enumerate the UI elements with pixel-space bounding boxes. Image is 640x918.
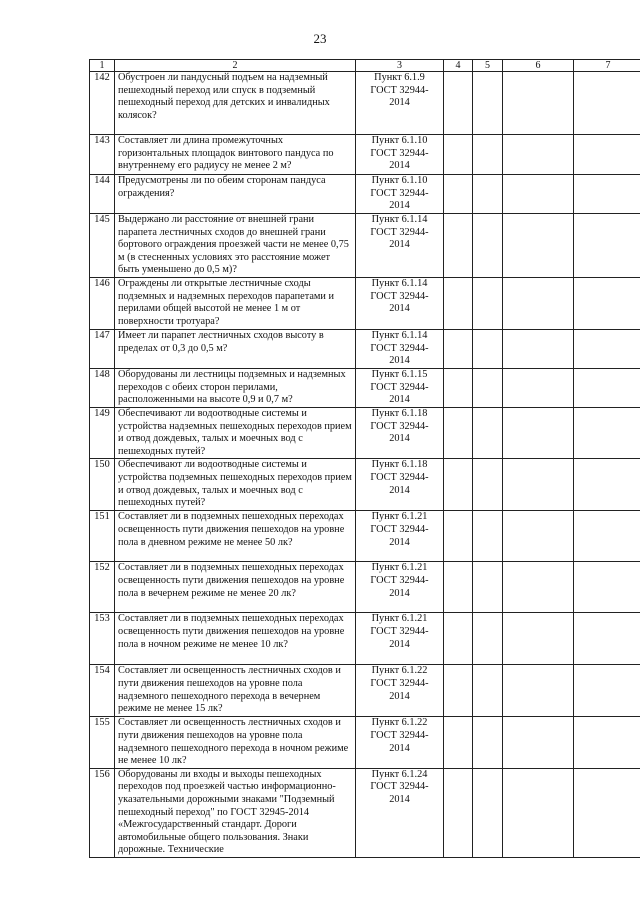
table-row bbox=[90, 613, 640, 665]
reference-line: ГОСТ 32944- bbox=[370, 625, 429, 637]
reference-line: ГОСТ 32944- bbox=[370, 729, 429, 741]
row-number: 152 bbox=[90, 562, 115, 613]
row-number: 148 bbox=[90, 368, 115, 407]
requirement-reference bbox=[356, 407, 444, 458]
reference-line: Пункт 6.1.18 bbox=[371, 407, 428, 419]
reference-line: ГОСТ 32944- bbox=[370, 471, 429, 483]
answer-cell-col-4 bbox=[444, 214, 473, 278]
reference-line: ГОСТ 32944- bbox=[370, 677, 429, 689]
reference-line: Пункт 6.1.22 bbox=[371, 665, 428, 677]
question-text: Составляет ли в подземных пешеходных переходах освещенность пути движения пешеходов на уровне пола в дневном режиме не менее 50 лк? bbox=[115, 511, 356, 562]
answer-cell-col-5 bbox=[473, 329, 503, 368]
question-text: Оборудованы ли лестницы подземных и надземных переходов с обеих сторон перилами, расположенными на высоте 0,9 и 0,7 м? bbox=[115, 368, 356, 407]
answer-cell-col-4 bbox=[444, 72, 473, 135]
question-text: Оборудованы ли входы и выходы пешеходных переходов под проезжей частью информационно-указательными дорожными знаками "Подземный пешеходный переход" по ГОСТ 32945-2014 «Межгосударственный стандарт. Дороги автомобильные общего пользования. Знаки дорожные. Технические bbox=[115, 768, 356, 857]
answer-cell-col-6 bbox=[503, 511, 574, 562]
table-row bbox=[90, 717, 640, 768]
row-number: 149 bbox=[90, 407, 115, 458]
reference-line: Пункт 6.1.21 bbox=[371, 613, 428, 625]
row-number: 154 bbox=[90, 665, 115, 717]
table-row bbox=[90, 407, 640, 458]
answer-cell-col-4 bbox=[444, 511, 473, 562]
reference-line: 2014 bbox=[389, 793, 410, 805]
answer-cell-col-4 bbox=[444, 329, 473, 368]
reference-line: 2014 bbox=[389, 200, 410, 212]
reference-line: ГОСТ 32944- bbox=[370, 342, 429, 354]
column-header-5: 5 bbox=[473, 60, 503, 72]
reference-line: ГОСТ 32944- bbox=[370, 84, 429, 96]
answer-cell-col-7 bbox=[574, 768, 640, 857]
table-row bbox=[90, 214, 640, 278]
table-row bbox=[90, 175, 640, 214]
answer-cell-col-5 bbox=[473, 175, 503, 214]
row-number: 145 bbox=[90, 214, 115, 278]
reference-line: ГОСТ 32944- bbox=[370, 781, 429, 793]
table-row bbox=[90, 665, 640, 717]
row-number: 151 bbox=[90, 511, 115, 562]
question-text: Обустроен ли пандусный подъем на надземный пешеходный переход или спуск в подземный пешеходный переход для детских и инвалидных колясок? bbox=[115, 72, 356, 135]
answer-cell-col-5 bbox=[473, 665, 503, 717]
table-row bbox=[90, 768, 640, 857]
question-text: Составляет ли длина промежуточных горизонтальных площадок винтового пандуса по внутреннему его радиусу не менее 2 м? bbox=[115, 135, 356, 175]
answer-cell-col-7 bbox=[574, 613, 640, 665]
answer-cell-col-5 bbox=[473, 768, 503, 857]
requirement-reference bbox=[356, 613, 444, 665]
answer-cell-col-6 bbox=[503, 562, 574, 613]
column-header-3: 3 bbox=[356, 60, 444, 72]
answer-cell-col-4 bbox=[444, 277, 473, 329]
answer-cell-col-6 bbox=[503, 717, 574, 768]
reference-line: ГОСТ 32944- bbox=[370, 187, 429, 199]
row-number: 146 bbox=[90, 277, 115, 329]
table-row bbox=[90, 511, 640, 562]
answer-cell-col-4 bbox=[444, 368, 473, 407]
answer-cell-col-4 bbox=[444, 135, 473, 175]
requirement-reference bbox=[356, 768, 444, 857]
header-row bbox=[90, 60, 640, 72]
checklist-table bbox=[89, 59, 640, 858]
requirement-reference bbox=[356, 717, 444, 768]
reference-line: 2014 bbox=[389, 97, 410, 109]
answer-cell-col-4 bbox=[444, 407, 473, 458]
answer-cell-col-5 bbox=[473, 277, 503, 329]
reference-line: 2014 bbox=[389, 690, 410, 702]
reference-line: Пункт 6.1.21 bbox=[371, 562, 428, 574]
reference-line: 2014 bbox=[389, 484, 410, 496]
table-row bbox=[90, 277, 640, 329]
column-header-2: 2 bbox=[115, 60, 356, 72]
answer-cell-col-4 bbox=[444, 175, 473, 214]
requirement-reference bbox=[356, 135, 444, 175]
reference-line: ГОСТ 32944- bbox=[370, 290, 429, 302]
answer-cell-col-5 bbox=[473, 717, 503, 768]
table-row bbox=[90, 329, 640, 368]
table-row bbox=[90, 459, 640, 511]
reference-line: Пункт 6.1.21 bbox=[371, 511, 428, 523]
row-number: 144 bbox=[90, 175, 115, 214]
answer-cell-col-6 bbox=[503, 175, 574, 214]
row-number: 155 bbox=[90, 717, 115, 768]
row-number: 142 bbox=[90, 72, 115, 135]
question-text: Ограждены ли открытые лестничные сходы подземных и надземных переходов парапетами и перилами общей высотой не менее 1 м от поверхности тротуара? bbox=[115, 277, 356, 329]
answer-cell-col-5 bbox=[473, 368, 503, 407]
answer-cell-col-4 bbox=[444, 768, 473, 857]
reference-line: ГОСТ 32944- bbox=[370, 226, 429, 238]
question-text: Имеет ли парапет лестничных сходов высоту в пределах от 0,3 до 0,5 м? bbox=[115, 329, 356, 368]
reference-line: 2014 bbox=[389, 303, 410, 315]
reference-line: Пункт 6.1.18 bbox=[371, 459, 428, 471]
answer-cell-col-7 bbox=[574, 368, 640, 407]
answer-cell-col-5 bbox=[473, 72, 503, 135]
answer-cell-col-7 bbox=[574, 665, 640, 717]
question-text: Составляет ли в подземных пешеходных переходах освещенность пути движения пешеходов на уровне пола в вечернем режиме не менее 20 лк? bbox=[115, 562, 356, 613]
reference-line: 2014 bbox=[389, 638, 410, 650]
row-number: 150 bbox=[90, 459, 115, 511]
reference-line: 2014 bbox=[389, 433, 410, 445]
question-text: Составляет ли освещенность лестничных сходов и пути движения пешеходов на уровне пола надземного пешеходного перехода в ночном режиме не менее 10 лк? bbox=[115, 717, 356, 768]
row-number: 143 bbox=[90, 135, 115, 175]
answer-cell-col-7 bbox=[574, 72, 640, 135]
requirement-reference bbox=[356, 214, 444, 278]
question-text: Обеспечивают ли водоотводные системы и устройства надземных пешеходных переходов прием и отвод дождевых, талых и моечных вод с пешеходных путей? bbox=[115, 407, 356, 458]
answer-cell-col-5 bbox=[473, 511, 503, 562]
answer-cell-col-6 bbox=[503, 72, 574, 135]
reference-line: Пункт 6.1.14 bbox=[371, 214, 428, 225]
reference-line: 2014 bbox=[389, 742, 410, 754]
requirement-reference bbox=[356, 459, 444, 511]
answer-cell-col-6 bbox=[503, 665, 574, 717]
answer-cell-col-6 bbox=[503, 613, 574, 665]
requirement-reference bbox=[356, 72, 444, 135]
answer-cell-col-7 bbox=[574, 214, 640, 278]
reference-line: Пункт 6.1.15 bbox=[371, 368, 428, 380]
column-header-6: 6 bbox=[503, 60, 574, 72]
answer-cell-col-7 bbox=[574, 717, 640, 768]
row-number: 153 bbox=[90, 613, 115, 665]
table-row bbox=[90, 368, 640, 407]
answer-cell-col-7 bbox=[574, 459, 640, 511]
reference-line: Пункт 6.1.10 bbox=[371, 175, 428, 186]
answer-cell-col-5 bbox=[473, 562, 503, 613]
answer-cell-col-4 bbox=[444, 717, 473, 768]
reference-line: ГОСТ 32944- bbox=[370, 381, 429, 393]
reference-line: ГОСТ 32944- bbox=[370, 420, 429, 432]
requirement-reference bbox=[356, 329, 444, 368]
answer-cell-col-7 bbox=[574, 511, 640, 562]
answer-cell-col-5 bbox=[473, 613, 503, 665]
reference-line: Пункт 6.1.10 bbox=[371, 135, 428, 146]
page-number: 23 bbox=[313, 31, 327, 46]
answer-cell-col-6 bbox=[503, 135, 574, 175]
answer-cell-col-6 bbox=[503, 368, 574, 407]
answer-cell-col-4 bbox=[444, 562, 473, 613]
table-row bbox=[90, 135, 640, 175]
question-text: Составляет ли в подземных пешеходных переходах освещенность пути движения пешеходов на уровне пола в ночном режиме не менее 10 лк? bbox=[115, 613, 356, 665]
question-text: Составляет ли освещенность лестничных сходов и пути движения пешеходов на уровне пола надземного пешеходного перехода в вечернем режиме не менее 15 лк? bbox=[115, 665, 356, 717]
answer-cell-col-7 bbox=[574, 277, 640, 329]
answer-cell-col-4 bbox=[444, 665, 473, 717]
reference-line: Пункт 6.1.14 bbox=[371, 329, 428, 341]
answer-cell-col-6 bbox=[503, 214, 574, 278]
answer-cell-col-6 bbox=[503, 768, 574, 857]
requirement-reference bbox=[356, 511, 444, 562]
answer-cell-col-7 bbox=[574, 175, 640, 214]
requirement-reference bbox=[356, 562, 444, 613]
answer-cell-col-5 bbox=[473, 135, 503, 175]
answer-cell-col-5 bbox=[473, 459, 503, 511]
answer-cell-col-4 bbox=[444, 459, 473, 511]
answer-cell-col-7 bbox=[574, 562, 640, 613]
answer-cell-col-5 bbox=[473, 214, 503, 278]
answer-cell-col-7 bbox=[574, 329, 640, 368]
question-text: Предусмотрены ли по обеим сторонам пандуса ограждения? bbox=[115, 175, 356, 214]
reference-line: ГОСТ 32944- bbox=[370, 574, 429, 586]
reference-line: 2014 bbox=[389, 355, 410, 367]
requirement-reference bbox=[356, 665, 444, 717]
requirement-reference bbox=[356, 175, 444, 214]
requirement-reference bbox=[356, 368, 444, 407]
answer-cell-col-7 bbox=[574, 135, 640, 175]
row-number: 147 bbox=[90, 329, 115, 368]
reference-line: ГОСТ 32944- bbox=[370, 523, 429, 535]
reference-line: Пункт 6.1.9 bbox=[374, 72, 425, 83]
answer-cell-col-6 bbox=[503, 277, 574, 329]
reference-line: Пункт 6.1.14 bbox=[371, 277, 428, 289]
reference-line: 2014 bbox=[389, 536, 410, 548]
reference-line: 2014 bbox=[389, 394, 410, 406]
answer-cell-col-7 bbox=[574, 407, 640, 458]
reference-line: Пункт 6.1.24 bbox=[371, 768, 428, 780]
reference-line: Пункт 6.1.22 bbox=[371, 717, 428, 729]
table-row bbox=[90, 562, 640, 613]
table-row bbox=[90, 72, 640, 135]
question-text: Обеспечивают ли водоотводные системы и устройства подземных пешеходных переходов прием и отвод дождевых, талых и моечных вод с пешеходных путей? bbox=[115, 459, 356, 511]
reference-line: 2014 bbox=[389, 160, 410, 172]
row-number: 156 bbox=[90, 768, 115, 857]
column-header-1: 1 bbox=[90, 60, 115, 72]
reference-line: 2014 bbox=[389, 239, 410, 251]
answer-cell-col-6 bbox=[503, 407, 574, 458]
answer-cell-col-4 bbox=[444, 613, 473, 665]
reference-line: 2014 bbox=[389, 587, 410, 599]
column-header-4: 4 bbox=[444, 60, 473, 72]
requirement-reference bbox=[356, 277, 444, 329]
answer-cell-col-6 bbox=[503, 459, 574, 511]
question-text: Выдержано ли расстояние от внешней грани парапета лестничных сходов до внешней грани бортового ограждения проезжей части не менее 0,75 м (в стесненных условиях это расстояние может быть уменьшено до 0,5 м)? bbox=[115, 214, 356, 278]
answer-cell-col-5 bbox=[473, 407, 503, 458]
answer-cell-col-6 bbox=[503, 329, 574, 368]
column-header-7: 7 bbox=[574, 60, 640, 72]
reference-line: ГОСТ 32944- bbox=[370, 147, 429, 159]
